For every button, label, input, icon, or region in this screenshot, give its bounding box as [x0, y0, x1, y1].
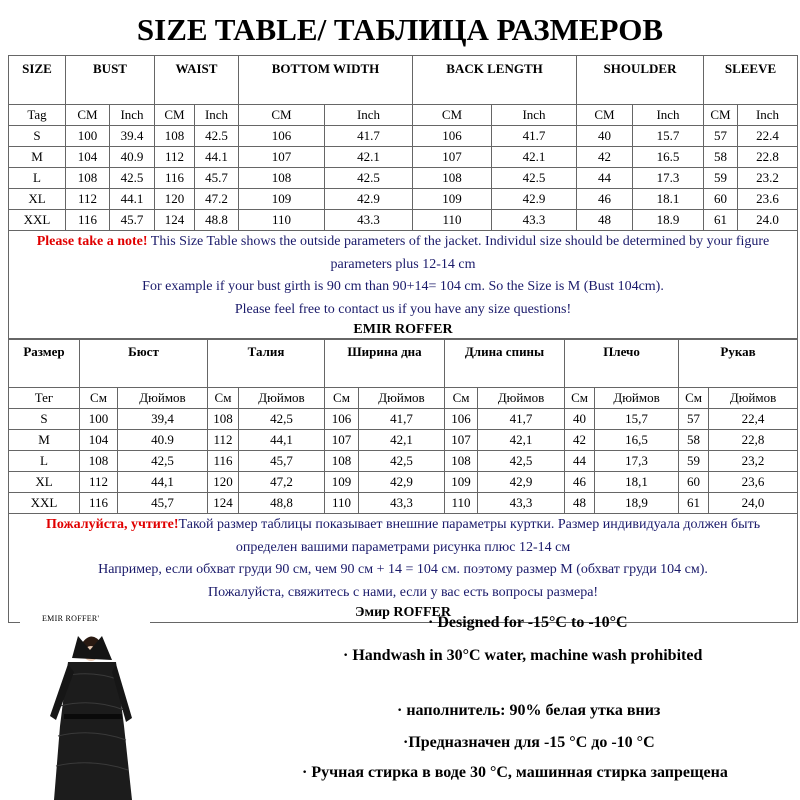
- unit-header: Inch: [195, 105, 239, 126]
- table-cell: 106: [445, 409, 478, 430]
- column-header: Длина спины: [445, 339, 565, 388]
- table-cell: 22,8: [709, 430, 798, 451]
- unit-header: См: [445, 388, 478, 409]
- unit-header: Inch: [325, 105, 413, 126]
- table-cell: 48: [577, 210, 633, 231]
- contact-text: Please feel free to contact us if you have any size questions!: [234, 301, 572, 317]
- table-cell: 100: [66, 126, 110, 147]
- table-cell: 109: [413, 189, 492, 210]
- unit-header: Дюймов: [709, 388, 798, 409]
- table-cell: 48,8: [239, 493, 325, 514]
- unit-header: Inch: [738, 105, 798, 126]
- table-cell: 42,9: [478, 472, 565, 493]
- column-header: BACK LENGTH: [413, 56, 577, 105]
- table-cell: 120: [155, 189, 195, 210]
- unit-row: [9, 388, 798, 409]
- table-cell: L: [9, 451, 80, 472]
- table-cell: 42,1: [359, 430, 445, 451]
- table-cell: 110: [325, 493, 359, 514]
- column-header: SLEEVE: [704, 56, 798, 105]
- table-cell: 120: [208, 472, 239, 493]
- table-cell: 42.1: [492, 147, 577, 168]
- unit-header: Дюймов: [478, 388, 565, 409]
- table-cell: 42.1: [325, 147, 413, 168]
- table-cell: XL: [9, 472, 80, 493]
- note-paragraph: [15, 231, 791, 276]
- table-row: [9, 430, 798, 451]
- column-header: BUST: [66, 56, 155, 105]
- table-cell: 116: [208, 451, 239, 472]
- table-cell: 45.7: [195, 168, 239, 189]
- features-section: [0, 606, 800, 800]
- table-cell: 61: [679, 493, 709, 514]
- table-row: [9, 147, 798, 168]
- unit-header: Дюймов: [118, 388, 208, 409]
- table-cell: XL: [9, 189, 66, 210]
- table-cell: 48: [565, 493, 595, 514]
- table-cell: 42.9: [492, 189, 577, 210]
- notes-row: [9, 231, 798, 340]
- table-cell: 59: [704, 168, 738, 189]
- table-cell: L: [9, 168, 66, 189]
- table-cell: 108: [239, 168, 325, 189]
- column-header: BOTTOM WIDTH: [239, 56, 413, 105]
- table-cell: 41.7: [325, 126, 413, 147]
- feature-wash-ru: · Ручная стирка в воде 30 °C, машинная стирка запрещена: [302, 764, 728, 781]
- table-cell: 42.5: [195, 126, 239, 147]
- table-row: [9, 168, 798, 189]
- table-cell: 116: [155, 168, 195, 189]
- note-label: Please take a note!: [36, 234, 148, 249]
- table-cell: 112: [155, 147, 195, 168]
- table-cell: 22,4: [709, 409, 798, 430]
- table-cell: 109: [239, 189, 325, 210]
- table-cell: 124: [208, 493, 239, 514]
- table-cell: 43,3: [359, 493, 445, 514]
- table-cell: 42,9: [359, 472, 445, 493]
- unit-header: CM: [704, 105, 738, 126]
- table-row: [9, 451, 798, 472]
- table-cell: 108: [155, 126, 195, 147]
- table-row: [9, 189, 798, 210]
- table-cell: 44.1: [195, 147, 239, 168]
- table-cell: 47.2: [195, 189, 239, 210]
- table-cell: 22.4: [738, 126, 798, 147]
- unit-header: Тег: [9, 388, 80, 409]
- unit-header: Дюймов: [359, 388, 445, 409]
- unit-header: CM: [155, 105, 195, 126]
- table-cell: 42.5: [110, 168, 155, 189]
- table-cell: 43,3: [478, 493, 565, 514]
- table-cell: 41,7: [478, 409, 565, 430]
- table-cell: 17.3: [633, 168, 704, 189]
- example-text: For example if your bust girth is 90 cm than 90+14= 104 cm. So the Size is M (Bust 104cm).: [142, 279, 664, 294]
- table-cell: 40.9: [110, 147, 155, 168]
- table-cell: 44.1: [110, 189, 155, 210]
- notes-cell: [9, 231, 798, 340]
- table-cell: 110: [239, 210, 325, 231]
- table-cell: 23,6: [709, 472, 798, 493]
- table-cell: 41,7: [359, 409, 445, 430]
- header-row: [9, 56, 798, 105]
- table-cell: S: [9, 126, 66, 147]
- page-title: SIZE TABLE/ ТАБЛИЦА РАЗМЕРОВ: [136, 12, 664, 47]
- column-header: Талия: [208, 339, 325, 388]
- unit-header: Дюймов: [239, 388, 325, 409]
- table-cell: 58: [704, 147, 738, 168]
- table-cell: 42,5: [239, 409, 325, 430]
- table-cell: 40: [565, 409, 595, 430]
- table-cell: 45,7: [118, 493, 208, 514]
- table-row: [9, 409, 798, 430]
- table-cell: 108: [413, 168, 492, 189]
- unit-header: CM: [413, 105, 492, 126]
- table-cell: 23.2: [738, 168, 798, 189]
- table-cell: 112: [80, 472, 118, 493]
- unit-header: См: [80, 388, 118, 409]
- table-cell: 42,5: [118, 451, 208, 472]
- column-header: Бюст: [80, 339, 208, 388]
- table-cell: 104: [66, 147, 110, 168]
- table-cell: 107: [325, 430, 359, 451]
- table-cell: 43.3: [325, 210, 413, 231]
- table-cell: 17,3: [595, 451, 679, 472]
- table-cell: 108: [80, 451, 118, 472]
- table-cell: 107: [239, 147, 325, 168]
- table-cell: 40: [577, 126, 633, 147]
- table-cell: 110: [413, 210, 492, 231]
- table-cell: 39,4: [118, 409, 208, 430]
- table-row: [9, 126, 798, 147]
- table-cell: 124: [155, 210, 195, 231]
- table-cell: 46: [565, 472, 595, 493]
- table-cell: 59: [679, 451, 709, 472]
- column-header: SIZE: [9, 56, 66, 105]
- table-cell: 48.8: [195, 210, 239, 231]
- table-cell: 60: [704, 189, 738, 210]
- unit-header: См: [679, 388, 709, 409]
- column-header: Плечо: [565, 339, 679, 388]
- table-row: [9, 472, 798, 493]
- contact-text: Пожалуйста, свяжитесь с нами, если у вас есть вопросы размера!: [207, 584, 599, 600]
- note-paragraph: [15, 514, 791, 559]
- table-cell: 18,9: [595, 493, 679, 514]
- table-cell: 57: [704, 126, 738, 147]
- table-cell: S: [9, 409, 80, 430]
- table-cell: 15,7: [595, 409, 679, 430]
- table-cell: 44,1: [118, 472, 208, 493]
- table-cell: 108: [208, 409, 239, 430]
- unit-header: Дюймов: [595, 388, 679, 409]
- table-cell: 42.9: [325, 189, 413, 210]
- table-cell: 42,5: [478, 451, 565, 472]
- table-cell: 109: [325, 472, 359, 493]
- note-label: Пожалуйста, учтите!: [45, 517, 179, 532]
- column-header: Размер: [9, 339, 80, 388]
- table-cell: 41.7: [492, 126, 577, 147]
- brand-name: EMIR ROFFER: [353, 322, 453, 337]
- table-cell: 110: [445, 493, 478, 514]
- table-cell: 18,1: [595, 472, 679, 493]
- table-cell: 18.9: [633, 210, 704, 231]
- table-cell: 100: [80, 409, 118, 430]
- table-cell: 106: [325, 409, 359, 430]
- column-header: SHOULDER: [577, 56, 704, 105]
- photo-brand-label: EMIR ROFFER': [42, 614, 100, 623]
- table-cell: XXL: [9, 210, 66, 231]
- feature-filling-ru: · наполнитель: 90% белая утка вниз: [397, 702, 661, 719]
- table-cell: 44: [565, 451, 595, 472]
- table-row: [9, 493, 798, 514]
- unit-header: См: [565, 388, 595, 409]
- table-cell: 109: [445, 472, 478, 493]
- feature-wash-en: · Handwash in 30°C water, machine wash prohibited: [343, 647, 703, 664]
- table-cell: 60: [679, 472, 709, 493]
- table-cell: 104: [80, 430, 118, 451]
- example-text: Например, если обхват груди 90 см, чем 90 см + 14 = 104 см. поэтому размер М (обхват груди 104 см).: [98, 562, 708, 577]
- table-cell: 45,7: [239, 451, 325, 472]
- unit-header: См: [208, 388, 239, 409]
- table-cell: 23,2: [709, 451, 798, 472]
- table-cell: 44: [577, 168, 633, 189]
- column-header: Ширина дна: [325, 339, 445, 388]
- table-cell: 39.4: [110, 126, 155, 147]
- unit-header: CM: [577, 105, 633, 126]
- feature-temperature-en: · Designed for -15°C to -10°C: [428, 614, 628, 631]
- table-cell: 42: [577, 147, 633, 168]
- brand-name: Эмир ROFFER: [355, 605, 451, 620]
- table-cell: 116: [80, 493, 118, 514]
- unit-header: CM: [66, 105, 110, 126]
- table-cell: 42,1: [478, 430, 565, 451]
- table-cell: 61: [704, 210, 738, 231]
- table-cell: 42,5: [359, 451, 445, 472]
- table-cell: 44,1: [239, 430, 325, 451]
- table-cell: 106: [239, 126, 325, 147]
- unit-header: Inch: [110, 105, 155, 126]
- feature-temperature-ru: ·Предназначен для -15 °C до -10 °C: [403, 734, 655, 751]
- table-cell: 108: [325, 451, 359, 472]
- size-table-russian: [8, 338, 798, 623]
- table-cell: 57: [679, 409, 709, 430]
- table-cell: 116: [66, 210, 110, 231]
- table-cell: 45.7: [110, 210, 155, 231]
- unit-header: Inch: [492, 105, 577, 126]
- table-cell: 107: [413, 147, 492, 168]
- table-row: [9, 210, 798, 231]
- table-cell: 16,5: [595, 430, 679, 451]
- table-cell: 46: [577, 189, 633, 210]
- column-header: WAIST: [155, 56, 239, 105]
- table-cell: 47,2: [239, 472, 325, 493]
- unit-row: [9, 105, 798, 126]
- table-cell: 107: [445, 430, 478, 451]
- table-cell: XXL: [9, 493, 80, 514]
- table-cell: 108: [66, 168, 110, 189]
- unit-header: Inch: [633, 105, 704, 126]
- table-cell: M: [9, 147, 66, 168]
- header-row: [9, 339, 798, 388]
- table-cell: 42.5: [325, 168, 413, 189]
- table-cell: 24.0: [738, 210, 798, 231]
- table-cell: 42: [565, 430, 595, 451]
- table-cell: 58: [679, 430, 709, 451]
- table-cell: 16.5: [633, 147, 704, 168]
- unit-header: См: [325, 388, 359, 409]
- table-cell: 108: [445, 451, 478, 472]
- size-table-english: [8, 55, 798, 340]
- table-cell: 43.3: [492, 210, 577, 231]
- unit-header: CM: [239, 105, 325, 126]
- table-cell: 42.5: [492, 168, 577, 189]
- table-cell: 40.9: [118, 430, 208, 451]
- note-text: Такой размер таблицы показывает внешние параметры куртки. Размер индивидуала должен быть определен вашими параметрами рисунка плюс 12-14 см: [178, 517, 761, 555]
- column-header: Рукав: [679, 339, 798, 388]
- note-text: This Size Table shows the outside parameters of the jacket. Individul size should be determined by your figure parameters plus 12-14 cm: [147, 234, 770, 272]
- table-cell: M: [9, 430, 80, 451]
- table-cell: 24,0: [709, 493, 798, 514]
- table-cell: 112: [66, 189, 110, 210]
- table-cell: 23.6: [738, 189, 798, 210]
- table-cell: 112: [208, 430, 239, 451]
- table-cell: 18.1: [633, 189, 704, 210]
- unit-header: Tag: [9, 105, 66, 126]
- table-cell: 22.8: [738, 147, 798, 168]
- table-cell: 15.7: [633, 126, 704, 147]
- model-photo: [20, 606, 150, 800]
- table-cell: 106: [413, 126, 492, 147]
